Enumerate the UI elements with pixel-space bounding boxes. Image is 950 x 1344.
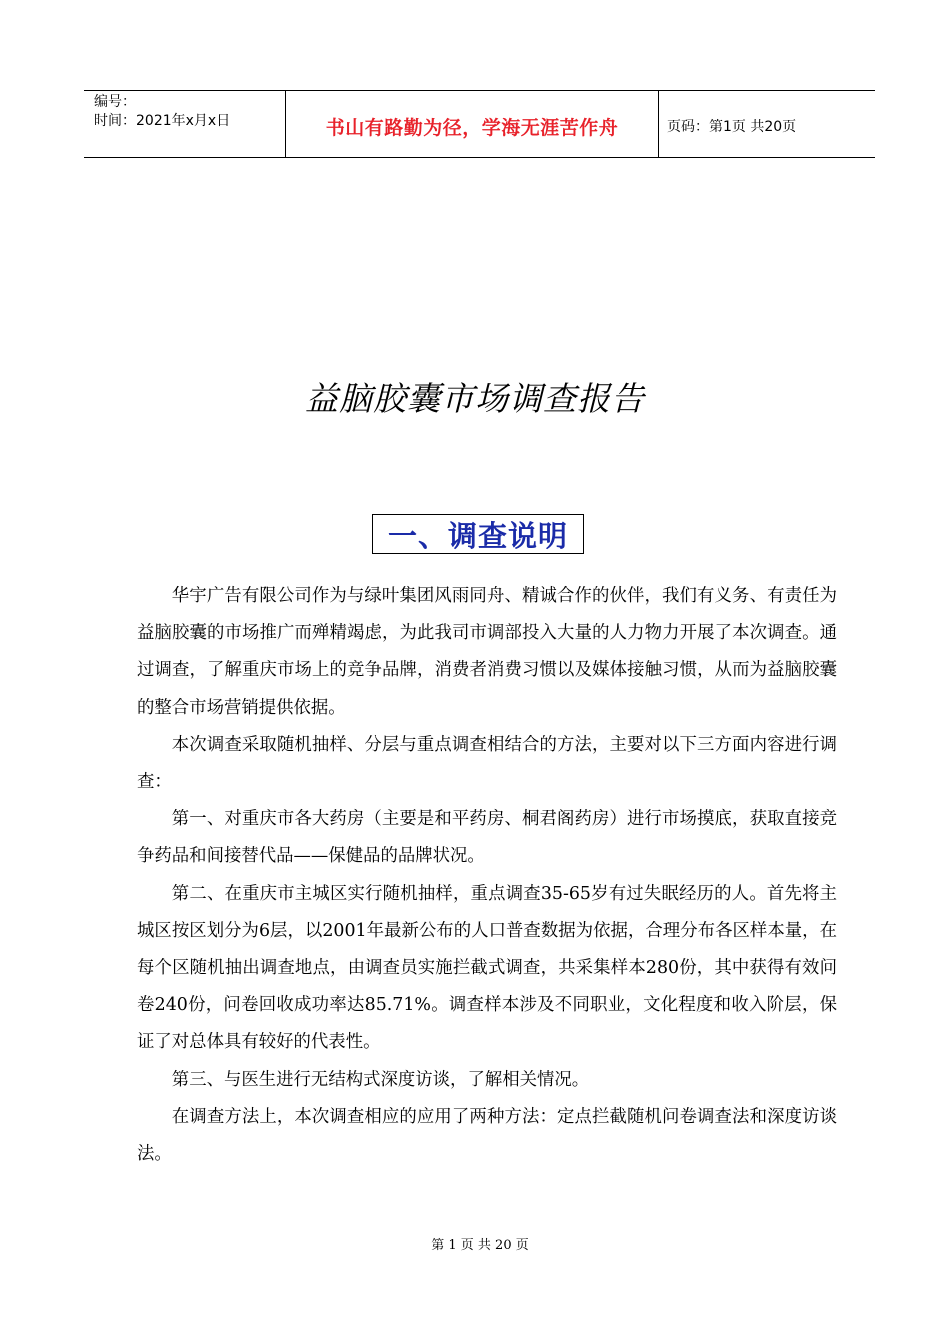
page-footer: 第 1 页 共 20 页: [431, 1238, 529, 1253]
header-meta-cell: [84, 91, 286, 157]
document-header: [84, 90, 875, 158]
paragraph: 在调查方法上，本次调查相应的应用了两种方法：定点拦截随机问卷调查法和深度访谈法。: [137, 1106, 837, 1165]
paragraph: 本次调查采取随机抽样、分层与重点调查相结合的方法，主要对以下三方面内容进行调查：: [137, 734, 837, 793]
number-label: 编号：: [94, 94, 136, 110]
paragraph: 第二、在重庆市主城区实行随机抽样，重点调查35-65岁有过失眠经历的人。首先将主城区按区划分为6层，以2001年最新公布的人口普查数据为依据，合理分布各区样本量，在每个区随机抽出调查地点，由调查员实施拦截式调查，共采集样本280份，其中获得有效问卷240份，问卷回收成功率达85.71%。调查样本涉及不同职业，文化程度和收入阶层，保证了对总体具有较好的代表性。: [137, 883, 837, 1053]
paragraph: 第三、与医生进行无结构式深度访谈，了解相关情况。: [171, 1069, 590, 1090]
header-page-cell: [659, 91, 875, 157]
document-title: 益脑胶囊市场调查报告: [305, 379, 645, 418]
motto-text: 书山有路勤为径，学海无涯苦作舟: [325, 116, 619, 139]
paragraph: 第一、对重庆市各大药房（主要是和平药房、桐君阁药房）进行市场摸底，获取直接竞争药品和间接替代品——保健品的品牌状况。: [137, 809, 837, 867]
paragraph: 华宇广告有限公司作为与绿叶集团风雨同舟、精诚合作的伙伴，我们有义务、有责任为益脑胶囊的市场推广而殚精竭虑，为此我司市调部投入大量的人力物力开展了本次调查。通过调查，了解重庆市场上的竞争品牌，消费者消费习惯以及媒体接触习惯，从而为益脑胶囊的整合市场营销提供依据。: [137, 586, 837, 718]
page-info: 页码：第1页 共20页: [667, 119, 797, 135]
date-line: 时间：2021年x月x日: [94, 113, 231, 129]
header-motto-cell: [286, 91, 659, 157]
section-heading-box: [372, 514, 584, 554]
body-text: [137, 578, 837, 1173]
section-heading: 一、调查说明: [387, 518, 568, 553]
